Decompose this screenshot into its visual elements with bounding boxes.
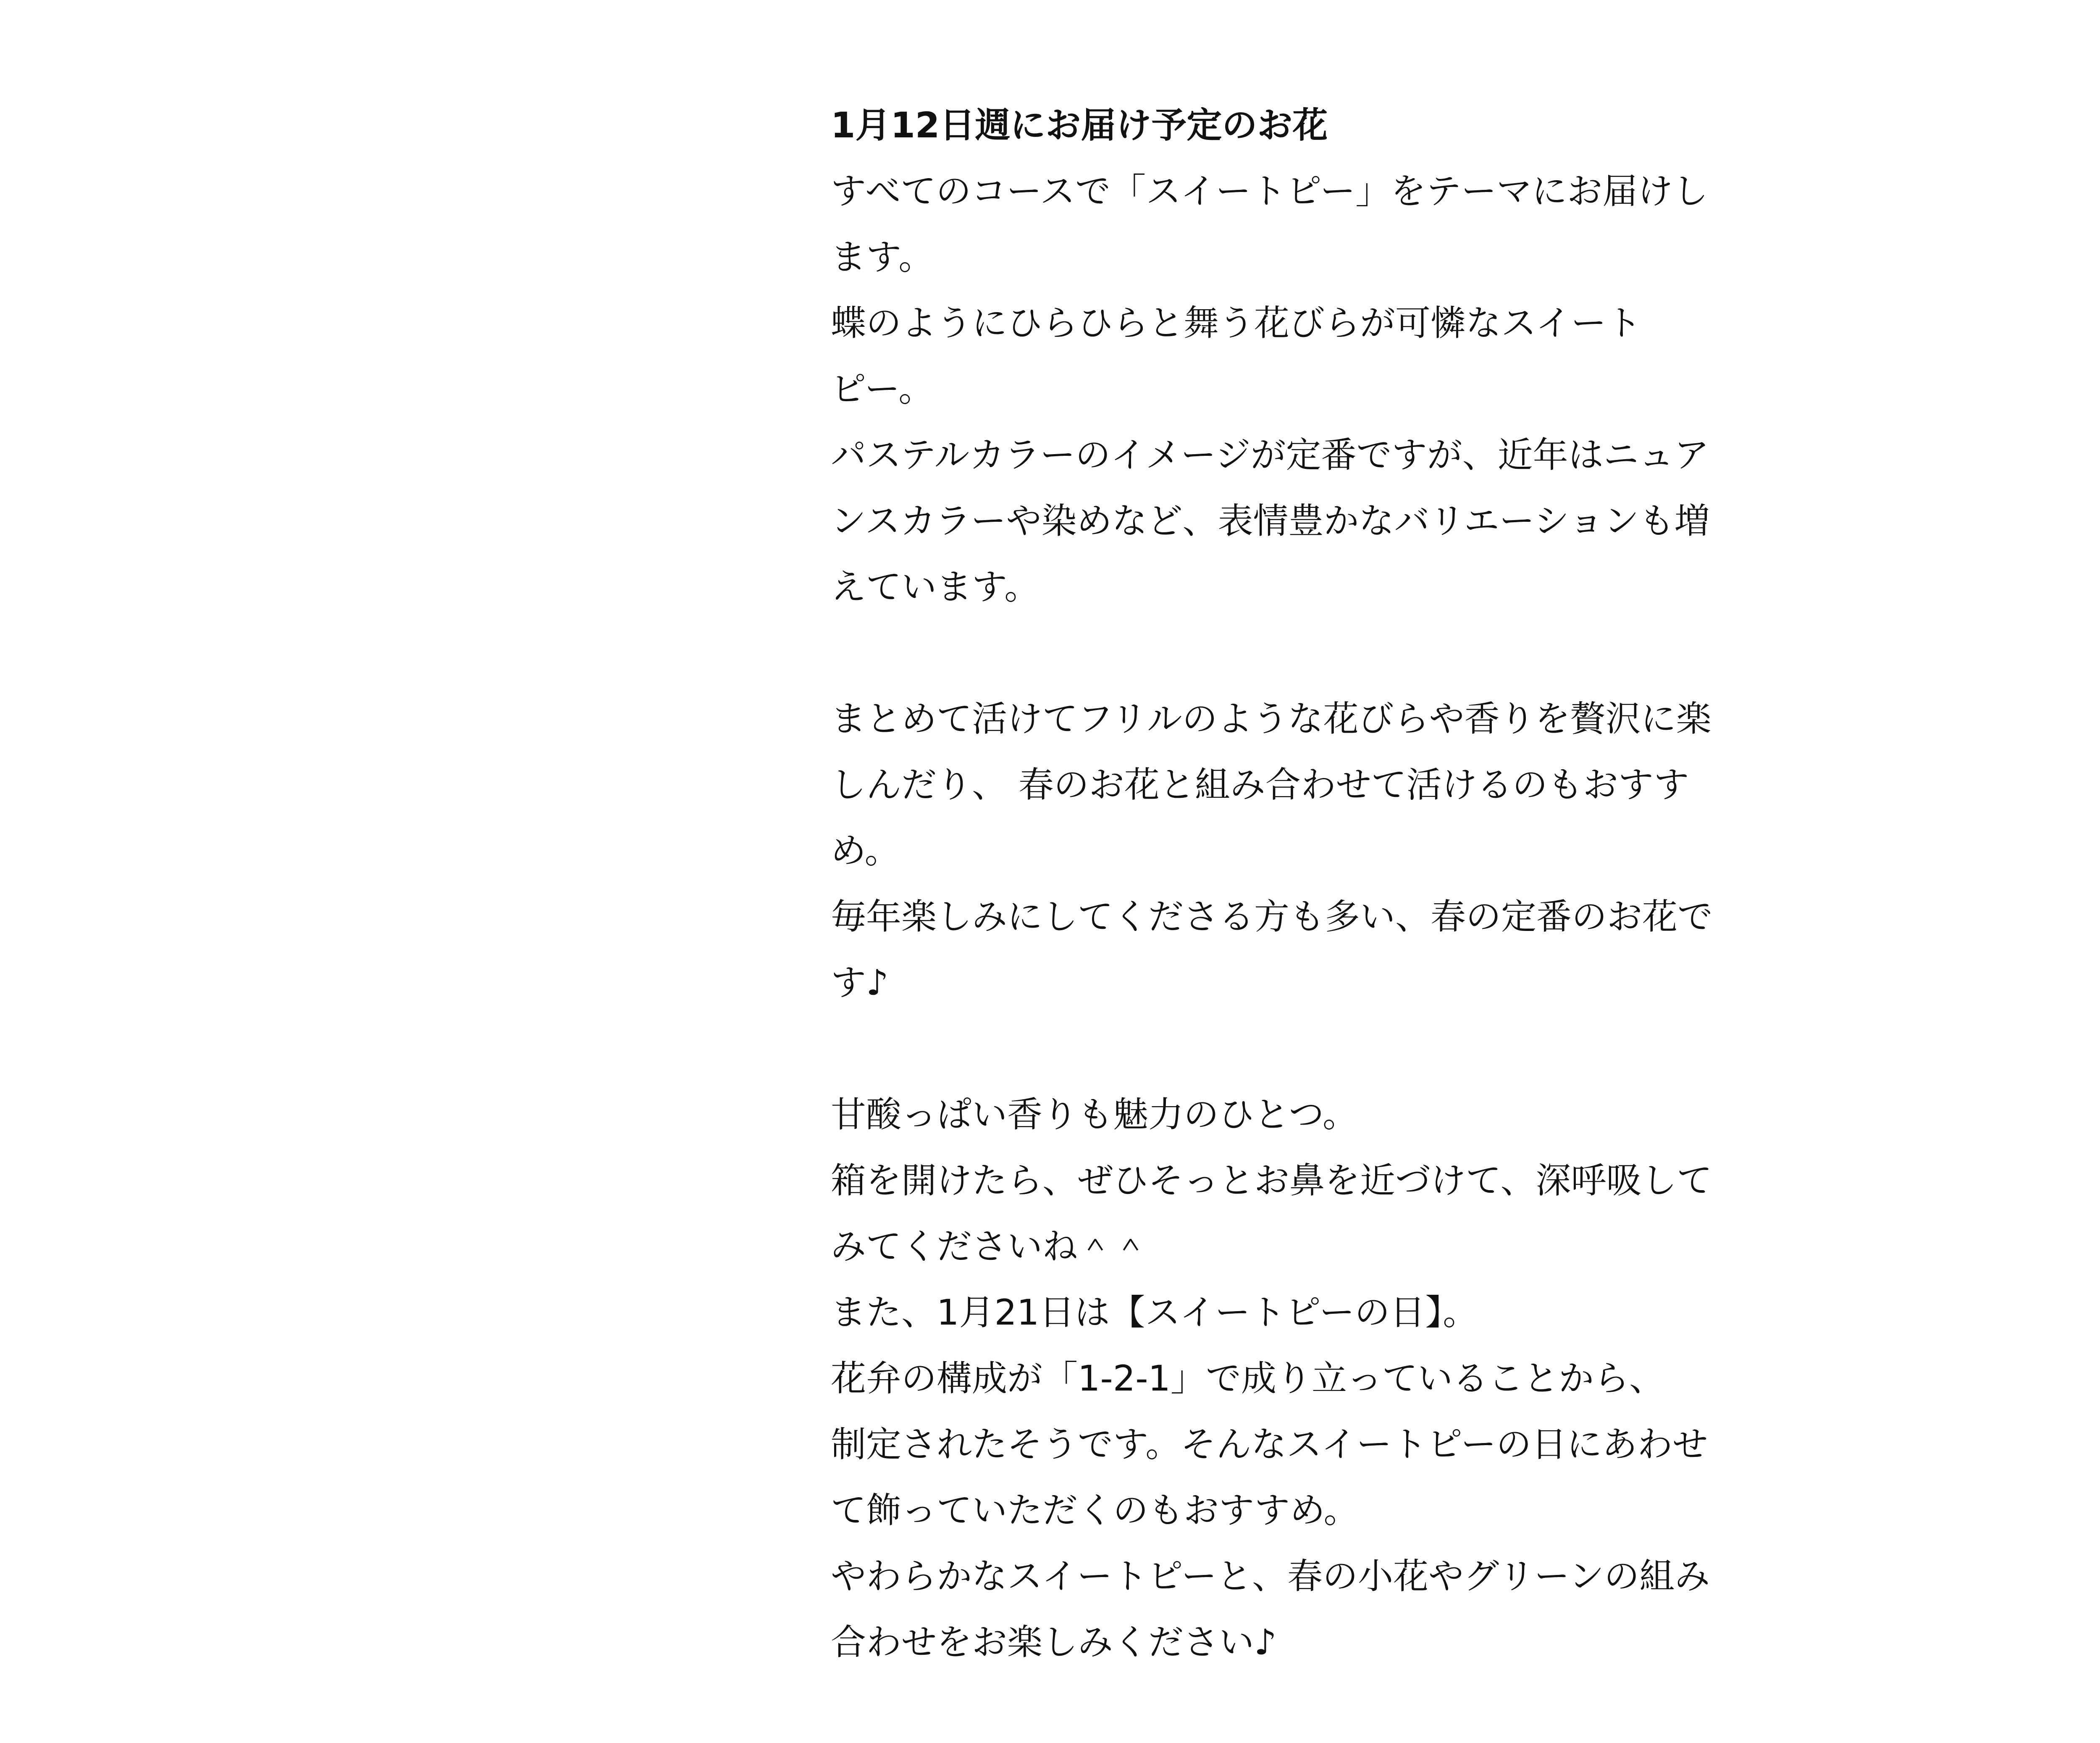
text-line: すべてのコースで「スイートピー」をテーマにお届けし <box>831 171 1709 212</box>
article-body <box>831 92 1730 1675</box>
text-line: 制定されたそうです。そんなスイートピーの日にあわせ <box>831 1424 1708 1465</box>
text-line: 花弁の構成が「1‐2‐1」で成り立っていることから、 <box>831 1358 1664 1399</box>
text-line: ンスカラーや染めなど、表情豊かなバリエーションも増 <box>831 500 1710 542</box>
text-line: 蝶のようにひらひらと舞う花びらが可憐なスイート <box>831 302 1642 344</box>
article-heading: 1月12日週にお届け予定のお花 <box>831 105 1328 146</box>
text-line: 合わせをお楽しみください♪ <box>831 1622 1277 1663</box>
text-line: まとめて活けてフリルのような花びらや香りを贅沢に楽 <box>831 698 1712 739</box>
text-line: みてくださいね＾＾ <box>831 1226 1149 1267</box>
text-line: また、1月21日は【スイートピーの日】。 <box>831 1292 1478 1333</box>
text-line: め。 <box>831 830 900 871</box>
text-line: て飾っていただくのもおすすめ。 <box>831 1490 1359 1531</box>
text-line: やわらかなスイートピーと、春の小花やグリーンの組み <box>831 1556 1710 1597</box>
paragraph-spacer <box>831 620 1730 686</box>
text-line: 甘酸っぱい香りも魅力のひとつ。 <box>831 1094 1358 1135</box>
text-line: す♪ <box>831 962 889 1003</box>
text-line: 箱を開けたら、ぜひそっとお鼻を近づけて、深呼吸して <box>831 1160 1712 1201</box>
article-text <box>831 158 1730 1675</box>
text-line: ピー。 <box>831 368 934 410</box>
text-line: ます。 <box>831 237 934 278</box>
text-line: パステルカラーのイメージが定番ですが、近年はニュア <box>831 434 1709 476</box>
text-line: 毎年楽しみにしてくださる方も多い、春の定番のお花で <box>831 896 1713 937</box>
paragraph-spacer <box>831 1016 1730 1082</box>
text-line: しんだり、 春のお花と組み合わせて活けるのもおすす <box>831 764 1689 805</box>
text-line: えています。 <box>831 566 1040 607</box>
